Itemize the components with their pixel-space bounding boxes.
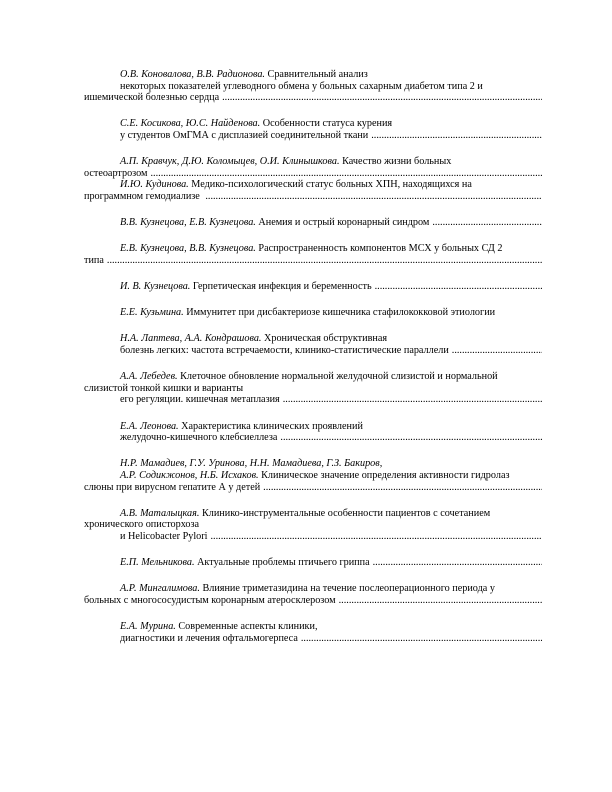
author-names: Е.В. Кузнецова, В.В. Кузнецова.	[120, 243, 256, 255]
title-text: Распространенность компонентов МСХ у больных СД 2	[255, 243, 503, 255]
toc-line-text	[120, 118, 392, 129]
toc-line-text	[84, 595, 336, 607]
toc-line-text	[84, 255, 104, 267]
title-text: Сравнительный анализ	[264, 69, 368, 80]
toc-line-text	[120, 557, 370, 569]
title-text: Качество жизни больных	[339, 156, 452, 168]
toc-line	[84, 118, 542, 130]
toc-entry-melnikova	[84, 557, 542, 569]
title-text: больных с многососудистым коронарным атеросклерозом	[84, 594, 336, 606]
toc-line-text	[120, 371, 498, 382]
toc-entry-mingalimova	[84, 583, 542, 606]
toc-line	[84, 633, 542, 645]
title-text: у студентов ОмГМА с дисплазией соединительной ткани	[120, 129, 369, 141]
toc-entry-konovalova	[84, 69, 542, 104]
toc-line	[84, 531, 542, 543]
author-names: Е.А. Мурина.	[120, 621, 176, 633]
dot-leader	[339, 595, 542, 607]
toc-line	[84, 583, 542, 595]
author-names: В.В. Кузнецова, Е.В. Кузнецова.	[120, 217, 256, 229]
toc-line	[84, 394, 542, 406]
toc-entry-kosikova	[84, 118, 542, 141]
dot-leader	[371, 130, 542, 142]
title-text: Клинико-инструментальные особенности пациентов с сочетанием	[199, 507, 491, 519]
toc-line-text	[120, 621, 318, 632]
toc-line-text	[120, 421, 363, 432]
title-text: ишемической болезнью сердца	[84, 92, 220, 104]
toc-line	[84, 217, 542, 229]
toc-line	[84, 156, 542, 168]
toc-line-text	[120, 633, 298, 645]
title-text: Клеточное обновление нормальной желудочной слизистой и нормальной	[177, 371, 498, 383]
toc-line	[84, 458, 542, 470]
toc-line-text	[120, 458, 382, 469]
toc-line	[84, 595, 542, 607]
toc-entry-matalytskaya	[84, 508, 542, 543]
toc-line	[84, 621, 542, 633]
dot-leader	[205, 191, 542, 203]
title-text: типа	[84, 254, 104, 266]
toc-line	[84, 383, 542, 395]
title-text: хронического описторхоза	[84, 519, 200, 531]
toc-line-text	[120, 217, 429, 229]
toc-line	[84, 371, 542, 383]
title-text: Анемия и острый коронарный синдром	[255, 217, 430, 229]
title-text: болезнь легких: частота встречаемости, клинико-статистические параллели	[120, 345, 449, 357]
author-names: Н.А. Лаптева, А.А. Кондрашова.	[120, 333, 262, 345]
toc-line-text	[120, 470, 509, 481]
toc-line	[84, 519, 542, 531]
toc-line-text	[120, 333, 387, 344]
toc-entry-kuznetsova-anemia	[84, 217, 542, 229]
author-names: Е.Е. Кузьмина.	[120, 307, 184, 319]
toc-entries	[84, 69, 542, 659]
toc-line	[84, 81, 542, 93]
toc-line	[84, 508, 542, 520]
author-names: Е.П. Мельникова.	[120, 557, 195, 569]
toc-line	[84, 191, 542, 203]
toc-line	[84, 432, 542, 444]
dot-leader	[222, 92, 542, 104]
title-text: желудочно-кишечного клебсиеллеза	[120, 432, 278, 444]
title-text: Актуальные проблемы птичьего гриппа	[194, 557, 370, 569]
toc-line	[84, 307, 542, 319]
toc-line-text	[120, 156, 451, 167]
title-text: его регуляции. кишечная метаплазия	[120, 394, 280, 406]
toc-entry-mamadiev	[84, 458, 542, 493]
title-text: Клиническое значение определения активности гидролаз	[258, 470, 510, 481]
toc-line	[84, 92, 542, 104]
dot-leader	[263, 482, 542, 494]
toc-line	[84, 69, 542, 81]
toc-line-text	[120, 243, 502, 254]
toc-line	[84, 179, 542, 191]
toc-line-text	[120, 281, 372, 293]
author-names: О.В. Коновалова, В.В. Радионова.	[120, 69, 265, 80]
toc-line	[84, 482, 542, 494]
toc-line-text	[120, 179, 472, 190]
toc-entry-kuzmina	[84, 307, 542, 319]
dot-leader	[151, 168, 543, 180]
toc-line-text	[120, 130, 368, 142]
toc-line-text	[120, 345, 449, 357]
toc-entry-kuznetsova-herpes	[84, 281, 542, 293]
toc-line-text	[120, 69, 368, 80]
toc-line-text	[120, 81, 483, 92]
title-text: Характеристика клинических проявлений	[178, 420, 363, 432]
toc-line	[84, 470, 542, 482]
toc-line-text	[120, 307, 495, 318]
title-text: некоторых показателей углеводного обмена у больных сахарным диабетом типа 2 и	[120, 80, 483, 92]
title-text: Особенности статуса курения	[260, 118, 393, 130]
toc-line	[84, 168, 542, 180]
toc-line-text	[84, 168, 148, 180]
author-names: И.Ю. Кудинова.	[120, 179, 189, 191]
toc-line	[84, 333, 542, 345]
toc-line-text	[84, 519, 199, 530]
toc-line	[84, 421, 542, 433]
dot-leader	[452, 345, 542, 357]
dot-leader	[283, 394, 542, 406]
dot-leader	[432, 217, 542, 229]
title-text: Современные аспекты клиники,	[175, 621, 318, 633]
dot-leader	[375, 281, 542, 293]
title-text: и Helicobacter Pylori	[120, 530, 208, 542]
toc-entry-leonova	[84, 421, 542, 444]
toc-line	[84, 557, 542, 569]
toc-entry-kuznetsova-mcx	[84, 243, 542, 266]
dot-leader	[373, 557, 542, 569]
title-text: слизистой тонкой кишки и варианты	[84, 382, 244, 394]
toc-entry-murina	[84, 621, 542, 644]
title-text: Влияние триметазидина на течение послеоперационного периода у	[199, 583, 495, 595]
author-names: А.А. Лебедев.	[120, 371, 178, 383]
author-names: А.Р. Мингалимова.	[120, 583, 200, 595]
dot-leader	[211, 531, 543, 543]
dot-leader	[107, 255, 542, 267]
dot-leader	[301, 633, 542, 645]
toc-line	[84, 281, 542, 293]
toc-line	[84, 255, 542, 267]
toc-line-text	[84, 92, 219, 104]
toc-entry-lebedev	[84, 371, 542, 406]
toc-line-text	[120, 432, 277, 444]
toc-line-text	[120, 508, 490, 519]
toc-line-text	[84, 383, 243, 394]
author-names: И. В. Кузнецова.	[120, 281, 191, 293]
author-names: А.П. Кравчук, Д.Ю. Коломыцев, О.И. Клинышкова.	[120, 156, 340, 168]
toc-line	[84, 243, 542, 255]
toc-entry-kravchuk	[84, 156, 542, 202]
toc-line	[84, 345, 542, 357]
author-names: Н.Р. Мамадиев, Г.У. Уринова, Н.Н. Мамадиева, Г.З. Бакиров,	[120, 458, 383, 470]
toc-line-text	[120, 394, 280, 406]
dot-leader	[280, 432, 542, 444]
author-names: Е.А. Леонова.	[120, 420, 179, 432]
author-names: А.Р. Содикжонов, Н.Б. Исхаков.	[120, 470, 259, 481]
title-text: Иммунитет при дисбактериозе кишечника стафилококковой этиологии	[183, 307, 496, 319]
toc-line	[84, 130, 542, 142]
title-text: Медико-психологический статус больных ХПН, находящихся на	[188, 179, 472, 191]
toc-entry-lapteva	[84, 333, 542, 356]
toc-line-text	[84, 482, 260, 494]
toc-line-text	[120, 531, 208, 543]
title-text: остеоартрозом	[84, 167, 148, 179]
author-names: С.Е. Косикова, Ю.С. Найденова.	[120, 118, 261, 130]
toc-line-text	[84, 191, 202, 203]
toc-line-text	[120, 583, 495, 594]
title-text: диагностики и лечения офтальмогерпеса	[120, 632, 298, 644]
author-names: А.В. Маталыцкая.	[120, 507, 200, 519]
title-text: Хроническая обструктивная	[261, 333, 388, 345]
title-text: Герпетическая инфекция и беременность	[190, 281, 372, 293]
title-text: слюны при вирусном гепатите А у детей	[84, 481, 261, 493]
title-text: программном гемодиализе	[84, 190, 203, 202]
